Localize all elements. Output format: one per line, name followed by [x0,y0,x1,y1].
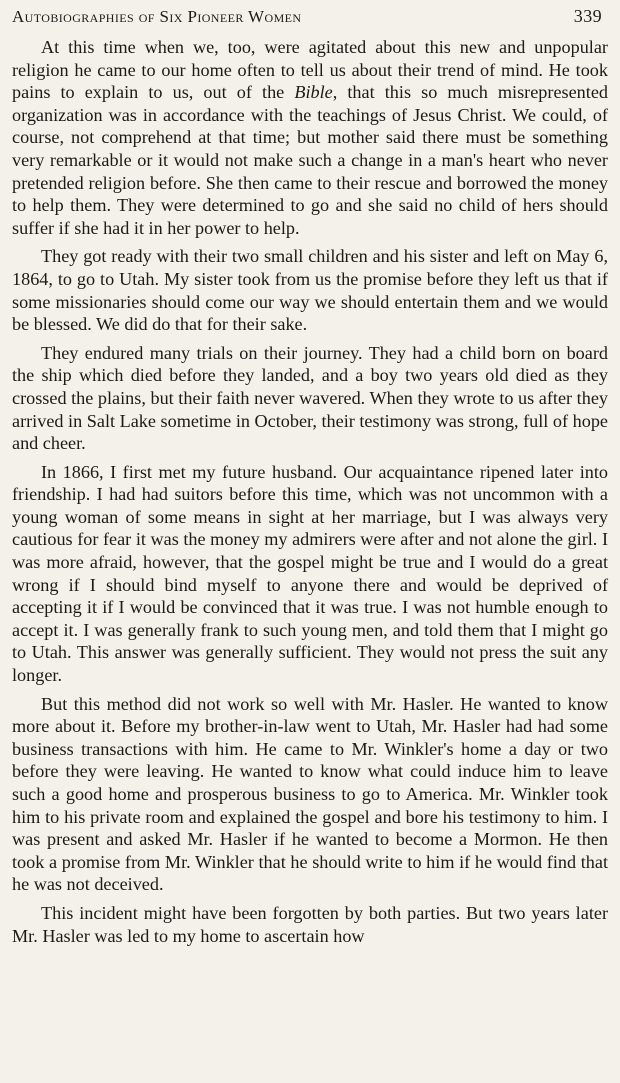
paragraph: In 1866, I first met my future husband. Our acquaintance ripened later into friendship. I had had suitors before this time, which was not uncommon with a young woman of some means in sight at her marriage, but I was always very cautious for fear it was the money my admirers were after and not alone the girl. I was more afraid, however, that the gospel might be true and I would do a great wrong if I should bind myself to anyone there and would be deprived of accepting it if I would be convinced that it was true. I was not humble enough to accept it. I was generally frank to such young men, and told them that I might go to Utah. This answer was generally sufficient. They would not press the suit any longer. [12,461,608,686]
paragraph: They got ready with their two small children and his sister and left on May 6, 1864, to go to Utah. My sister took from us the promise before they left us that if some missionaries should come our way we should entertain them and we would be blessed. We did do that for their sake. [12,246,608,335]
paragraph: They endured many trials on their journey. They had a child born on board the ship which died before they landed, and a boy two years old died as they crossed the plains, but their faith never wavered. When they wrote to us after they arrived in Salt Lake sometime in October, their testimony was strong, full of hope and cheer. [12,342,608,454]
paragraph-text: At this time when we, too, were agitated about this new and unpopular religion he came to our home often to tell us about their trend of mind. He took pains to explain to us, out of the [12,37,608,103]
paragraph: But this method did not work so well with Mr. Hasler. He wanted to know more about it. Before my brother-in-law went to Utah, Mr. Hasler had had some business transactions with him. He came to Mr. Winkler's home a day or two before they were leaving. He wanted to know what could induce him to leave such a good home and prosperous business to go to America. Mr. Winkler took him to his private room and explained the gospel and bore his testimony to him. I was present and asked Mr. Hasler if he wanted to become a Mormon. He then took a promise from Mr. Winkler that he should write to him if he would find that he was not deceived. [12,693,608,895]
body-text [12,36,608,947]
paragraph [12,36,608,239]
running-head-title: Autobiographies of Six Pioneer Women [12,7,302,26]
italic-book-title: Bible [294,82,333,103]
paragraph: This incident might have been forgotten by both parties. But two years later Mr. Hasler was led to my home to ascertain how [12,902,608,946]
paragraph-text: , that this so much misrepresented organization was in accordance with the teachings of Jesus Christ. We could, of course, not comprehend at that time; but mother said there must be something very remarkable or it would not make such a change in a man's heart who never pretended religion before. She then came to their rescue and borrowed the money to help them. They were determined to go and she said no child of hers should suffer if she had it in her power to help. [12,82,608,238]
running-head [12,6,608,36]
page-number: 339 [573,6,602,26]
